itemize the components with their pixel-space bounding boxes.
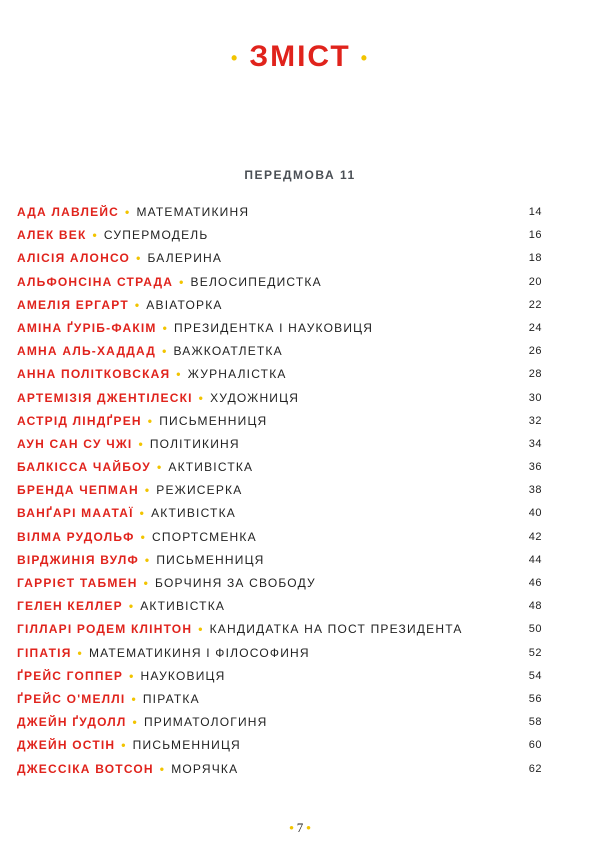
toc-entry[interactable] [17, 762, 542, 785]
entry-role: БАЛЕРИНА [147, 251, 223, 266]
toc-entry[interactable] [17, 692, 542, 715]
entry-name: АЛЕК ВЕК [17, 228, 87, 243]
toc-entry[interactable] [17, 228, 542, 251]
separator-dot: • [198, 622, 204, 637]
entry-page-number: 42 [528, 530, 542, 543]
entry-role: НАУКОВИЦЯ [140, 668, 226, 683]
separator-dot: • [132, 715, 138, 730]
entry-name: АДА ЛАВЛЕЙС [17, 205, 120, 219]
toc-entry[interactable] [17, 275, 542, 298]
separator-dot: • [162, 320, 168, 335]
separator-dot: • [92, 228, 98, 243]
entry-name: АЛЬФОНСІНА СТРАДА [17, 274, 174, 289]
entry-page-number: 60 [528, 739, 542, 752]
entry-name: АУН САН СУ ЧЖІ [17, 436, 133, 451]
entry-role: КАНДИДАТКА НА ПОСТ ПРЕЗИДЕНТА [209, 622, 463, 637]
entry-role: ПИСЬМЕННИЦЯ [159, 413, 268, 428]
separator-dot: • [198, 390, 205, 405]
entry-page-number: 44 [528, 553, 542, 566]
separator-dot: • [77, 645, 83, 660]
title-left-dot: • [231, 47, 240, 68]
page-footer [0, 820, 600, 836]
entry-name: ГЕЛЕН КЕЛЛЕР [17, 599, 123, 614]
toc-entry[interactable] [17, 460, 542, 483]
entry-role: ВАЖКОАТЛЕТКА [173, 344, 283, 359]
footer-right-dot: • [306, 820, 311, 835]
entry-name: ДЖЕЙН ОСТІН [17, 738, 116, 753]
toc-entry[interactable] [17, 599, 542, 622]
toc-entry[interactable] [17, 298, 542, 321]
toc-entry[interactable] [17, 367, 542, 390]
toc-entry[interactable] [17, 738, 542, 761]
entry-role: МАТЕМАТИКИНЯ [136, 205, 250, 219]
entry-name: БРЕНДА ЧЕПМАН [17, 483, 139, 498]
toc-entry[interactable] [17, 669, 542, 692]
entry-name: ҐРЕЙС ГОППЕР [17, 668, 124, 683]
entry-page-number: 56 [528, 692, 542, 705]
separator-dot: • [179, 274, 185, 289]
entry-name: ҐРЕЙС О'МЕЛЛІ [17, 691, 126, 706]
entry-page-number: 20 [528, 275, 542, 288]
entry-name: АМЕЛІЯ ЕРГАРТ [17, 297, 129, 312]
entry-name: ДЖЕССІКА ВОТСОН [17, 761, 154, 776]
separator-dot: • [125, 205, 131, 219]
entry-page-number: 34 [528, 437, 542, 450]
toc-entry[interactable] [17, 553, 542, 576]
entry-name: АРТЕМІЗІЯ ДЖЕНТІЛЕСКІ [17, 390, 193, 405]
entry-name: ГІПАТІЯ [17, 645, 72, 660]
toc-entry[interactable] [17, 251, 542, 274]
entry-name: АННА ПОЛІТКОВСКАЯ [17, 367, 171, 382]
entry-page-number: 26 [528, 345, 542, 358]
toc-entry[interactable] [17, 646, 542, 669]
entry-role: АКТИВІСТКА [151, 506, 236, 521]
separator-dot: • [138, 436, 144, 451]
entry-page-number: 54 [528, 669, 542, 682]
entry-role: МОРЯЧКА [171, 761, 239, 776]
title-text: ЗМІСТ [249, 40, 351, 73]
entry-role: ПРИМАТОЛОГИНЯ [143, 715, 268, 730]
separator-dot: • [134, 297, 141, 312]
separator-dot: • [131, 691, 137, 706]
entry-name: ДЖЕЙН ҐУДОЛЛ [17, 715, 127, 730]
entry-page-number: 36 [528, 461, 542, 474]
entry-role: ВЕЛОСИПЕДИСТКА [190, 274, 322, 289]
entry-role: СУПЕРМОДЕЛЬ [103, 228, 209, 243]
footer-left-dot: • [289, 820, 294, 835]
separator-dot: • [176, 367, 182, 382]
toc-entry[interactable] [17, 622, 542, 645]
separator-dot: • [159, 761, 166, 776]
entry-name: ВІРДЖИНІЯ ВУЛФ [17, 552, 139, 567]
separator-dot: • [128, 599, 135, 614]
entry-page-number: 38 [528, 484, 542, 497]
separator-dot: • [121, 738, 127, 753]
separator-dot: • [143, 576, 149, 590]
entry-role: ПРЕЗИДЕНТКА І НАУКОВИЦЯ [174, 320, 374, 335]
title-right-dot: • [360, 47, 369, 68]
entry-page-number: 52 [528, 646, 542, 659]
entry-role: АКТИВІСТКА [168, 460, 254, 475]
foreword-line: ПЕРЕДМОВА 11 [244, 168, 356, 182]
entry-role: ПИСЬМЕННИЦЯ [156, 552, 265, 567]
toc-entry[interactable] [17, 715, 542, 738]
toc-entry[interactable] [17, 506, 542, 529]
entry-role: ПОЛІТИКИНЯ [149, 436, 240, 451]
toc-entry[interactable] [17, 576, 542, 599]
toc-entry[interactable] [17, 321, 542, 344]
separator-dot: • [139, 506, 146, 521]
entry-role: ПИСЬМЕННИЦЯ [132, 738, 241, 753]
entry-name: АСТРІД ЛІНДҐРЕН [17, 413, 142, 428]
toc-entry[interactable] [17, 344, 542, 367]
toc-entry[interactable] [17, 530, 542, 553]
toc-entry[interactable] [17, 437, 542, 460]
entry-page-number: 48 [528, 600, 542, 613]
entry-role: АВІАТОРКА [146, 297, 223, 312]
entry-page-number: 62 [528, 762, 542, 775]
entry-page-number: 58 [528, 716, 542, 729]
entry-name: АМІНА ҐУРІБ-ФАКІМ [17, 320, 157, 335]
separator-dot: • [162, 344, 168, 359]
entry-name: АМНА АЛЬ-ХАДДАД [17, 344, 157, 359]
entry-role: БОРЧИНЯ ЗА СВОБОДУ [155, 576, 316, 590]
separator-dot: • [144, 483, 151, 498]
entry-page-number: 28 [528, 368, 542, 381]
table-of-contents [17, 205, 542, 785]
toc-entry[interactable] [17, 414, 542, 437]
entry-page-number: 18 [528, 252, 542, 265]
entry-page-number: 32 [528, 414, 542, 427]
page-number: 7 [296, 820, 304, 835]
separator-dot: • [144, 552, 151, 567]
entry-page-number: 16 [528, 229, 542, 242]
entry-role: РЕЖИСЕРКА [156, 483, 243, 498]
page-title [0, 40, 600, 74]
entry-name: ГІЛЛАРІ РОДЕМ КЛІНТОН [17, 622, 193, 637]
entry-role: ХУДОЖНИЦЯ [210, 390, 300, 405]
toc-entry[interactable] [17, 391, 542, 414]
entry-page-number: 40 [528, 507, 542, 520]
entry-name: ВАНҐАРІ МААТАЇ [17, 506, 134, 521]
entry-page-number: 46 [528, 577, 542, 589]
entry-name: ГАРРІЄТ ТАБМЕН [17, 576, 138, 590]
separator-dot: • [147, 413, 154, 428]
entry-role: ПІРАТКА [142, 691, 200, 706]
entry-role: АКТИВІСТКА [140, 599, 226, 614]
entry-page-number: 22 [528, 298, 542, 311]
entry-role: СПОРТСМЕНКА [152, 529, 257, 544]
separator-dot: • [140, 529, 146, 544]
entry-page-number: 14 [528, 206, 542, 218]
entry-name: БАЛКІССА ЧАЙБОУ [17, 460, 151, 475]
entry-role: МАТЕМАТИКИНЯ І ФІЛОСОФИНЯ [88, 645, 310, 660]
toc-entry[interactable] [17, 205, 542, 228]
entry-name: ВІЛМА РУДОЛЬФ [17, 529, 135, 544]
separator-dot: • [156, 460, 163, 475]
entry-page-number: 50 [528, 623, 542, 636]
toc-entry[interactable] [17, 483, 542, 506]
entry-role: ЖУРНАЛІСТКА [187, 367, 287, 382]
entry-page-number: 24 [528, 321, 542, 334]
separator-dot: • [136, 251, 142, 266]
separator-dot: • [129, 668, 135, 683]
entry-page-number: 30 [528, 391, 542, 404]
entry-name: АЛІСІЯ АЛОНСО [17, 251, 131, 266]
